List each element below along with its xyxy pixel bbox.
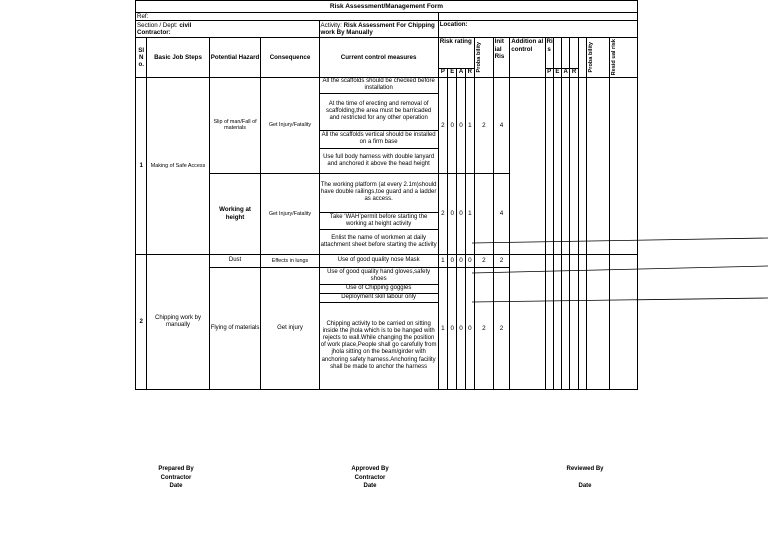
- row1-hazard-b: Working at height: [209, 173, 261, 254]
- row1-p-b: 2: [438, 173, 447, 254]
- row1-control-b1: The working platform (at every 2.1m)should have double railings,toe guard and a ladder as access.: [319, 173, 438, 212]
- row1-r-a: 1: [465, 77, 474, 173]
- row2-control-b3: Deployment skill labour only: [319, 293, 438, 302]
- prepared-label: Prepared By: [158, 466, 194, 472]
- header-e2: E: [553, 69, 561, 77]
- header-probability-2: Proba bility: [587, 42, 594, 73]
- row2-p-a: 1: [438, 254, 447, 267]
- row1-init-b: 4: [493, 173, 510, 254]
- header-a: A: [458, 69, 464, 76]
- row1-prob-a: 2: [475, 77, 494, 173]
- row1-control-a2: At the time of erecting and removal of scaffolding,the area must be barricaded and restricted for any other operation: [319, 93, 438, 130]
- header-a2: A: [563, 69, 568, 76]
- stray-line-3: [472, 298, 768, 302]
- stray-line-1: [472, 238, 768, 243]
- form-title: Risk Assessment/Management Form: [136, 1, 638, 13]
- header-risk-rating: Risk rating: [438, 38, 474, 69]
- row2-e-a: 0: [448, 254, 457, 267]
- row1-no: 1: [136, 77, 147, 254]
- row1-control-b3: Enlist the name of workmen at daily attachment sheet before starting the activity: [319, 229, 438, 254]
- header-r2: R: [571, 69, 577, 76]
- row2-p-b: 1: [438, 267, 447, 389]
- activity-label: Activity:: [320, 22, 342, 29]
- row1-consequence-a: Get Injury/Fatality: [261, 77, 319, 173]
- row2-a-a: 0: [457, 254, 465, 267]
- row1-consequence-b: Get Injury/Fatality: [261, 173, 319, 254]
- row1-control-a3: All the scaffolds vertical should be installed on a firm base: [319, 130, 438, 148]
- header-consequence: Consequence: [261, 38, 319, 77]
- row2-no: 2: [136, 254, 147, 389]
- prepared-date: Date: [169, 483, 183, 489]
- row2-init-b: 2: [493, 267, 510, 389]
- header-probability: Proba bility: [476, 42, 483, 73]
- header-sino: Sl N o.: [136, 38, 147, 77]
- header-e: E: [448, 69, 457, 77]
- reviewed-label: Reviewed By: [566, 466, 604, 472]
- row1-hazard-a: Slip of man/Fall of materials: [209, 77, 261, 173]
- header-hazard: Potential Hazard: [209, 38, 261, 77]
- row2-control-b4: Chipping activity to be carried on sitting inside the jhola which is to be hanged with rejects to wall.While changing the position of work place,People shall go carefully from jhola sitting on the beam/girder with anchoring safety harness.Anchoring facility shall be made to anchor the harness: [319, 302, 438, 389]
- approved-date: Date: [363, 483, 377, 489]
- row1-step: Making of Safe Access: [147, 77, 209, 254]
- reviewed-date: Date: [578, 483, 592, 489]
- row2-e-b: 0: [448, 267, 457, 389]
- header-p: P: [438, 69, 447, 77]
- row2-control-a: Use of good quality nose Mask: [319, 254, 438, 267]
- row2-r-b: 0: [465, 267, 474, 389]
- section-value: civil: [179, 22, 192, 29]
- header-additional: Addition al control: [510, 38, 545, 77]
- row2-prob-a: 2: [475, 254, 494, 267]
- stray-line-2: [472, 266, 768, 273]
- row1-a-b: 0: [457, 173, 465, 254]
- header-initial-risk: Init ial Ris: [493, 38, 510, 77]
- row1-e-a: 0: [448, 77, 457, 173]
- row2-init-a: 2: [493, 254, 510, 267]
- row1-a-a: 0: [457, 77, 465, 173]
- row2-control-b1: Use of good quality hand gloves,safety shoes: [319, 267, 438, 284]
- section-label: Section / Dept:: [137, 22, 178, 29]
- row2-hazard-b: Flying of materials: [209, 267, 261, 389]
- row2-a-b: 0: [457, 267, 465, 389]
- row1-init-a: 4: [493, 77, 510, 173]
- row1-control-b2: Take ‘WAH’permit before starting the working at height activity: [319, 212, 438, 229]
- row2-consequence-a: Effects in lungs: [261, 254, 319, 267]
- header-steps: Basic Job Steps: [147, 38, 209, 77]
- row1-control-a4: Use full body harness with double lanyard and anchored it above the head height: [319, 148, 438, 173]
- activity-value: Risk Assessment For Chipping work By Manually: [320, 22, 435, 37]
- header-r: R: [465, 69, 474, 77]
- prepared-sub: Contractor: [160, 474, 192, 481]
- header-p2: P: [545, 69, 553, 77]
- header-residual: Resid ual risk: [610, 39, 617, 76]
- row2-control-b2: Use of Chipping goggles: [319, 284, 438, 293]
- header-controls: Current control measures: [319, 38, 438, 77]
- row2-hazard-a: Dust: [209, 254, 261, 267]
- contractor-label: Contractor:: [137, 29, 171, 37]
- approved-label: Approved By: [351, 466, 389, 472]
- row1-e-b: 0: [448, 173, 457, 254]
- row1-r-b: 1: [465, 173, 474, 254]
- ref-label: Ref:: [137, 13, 149, 20]
- row1-control-a1: All the scaffolds should be checked before installation: [319, 77, 438, 93]
- location-label: Location:: [439, 21, 468, 29]
- row1-p-a: 2: [438, 77, 447, 173]
- row2-consequence-b: Get injury: [261, 267, 319, 389]
- row2-prob-b: 2: [475, 267, 494, 389]
- approved-sub: Contractor: [354, 474, 386, 481]
- header-ri: Ri s: [545, 38, 553, 69]
- row2-step: Chipping work by manually: [147, 254, 209, 389]
- row2-r-a: 0: [465, 254, 474, 267]
